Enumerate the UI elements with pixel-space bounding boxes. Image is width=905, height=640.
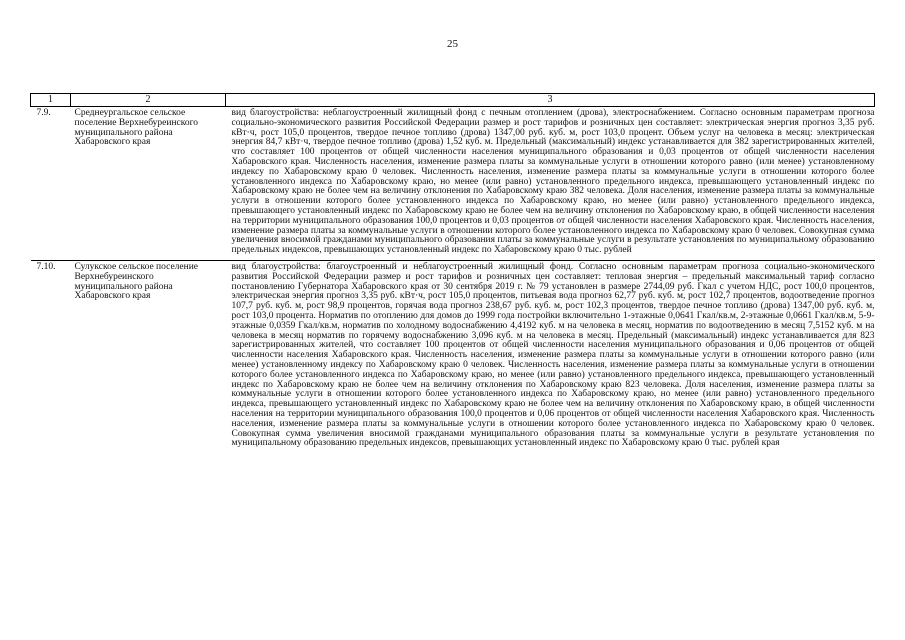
column-header-2: 2 (71, 94, 226, 107)
settlement-name: Сулукское сельское поселение Верхнебуреинского муниципального района Хабаровского края (71, 260, 226, 453)
row-number: 7.10. (31, 260, 71, 453)
row-description: вид благоустройства: неблагоустроенный жилищный фонд с печным отоплением (дрова), электроснабжением. Согласно основным параметрам прогноза социально-экономического развития Российской Федерации размер и рост тарифов и розничных цен составляет: электрическая энергия прогноз 3,35 руб. кВт·ч, рост 105,0 процентов, твердое печное топливо (дрова) 1347,00 руб. куб. м, рост 103,0 процент. Объем услуг на человека в месяц: электрическая энергия 84,7 кВт·ч, твердое печное топливо (дрова) 1,52 куб. м. Предельный (максимальный) индекс устанавливается для 382 зарегистрированных жителей, что составляет 100 процентов от общей численности населения муниципального образования и 0,03 процентов от общей численности населения Хабаровского края. Численность населения, изменение размера платы за коммунальные услуги в отношении которого равно (или менее) установленному индексу по Хабаровскому краю 0 человек. Численность населения, изменение размера платы за коммунальные услуги в отношении которого более установленного индекса по Хабаровскому краю, но менее (или равно) установленного предельного индекса, превышающего установленный индекс по Хабаровскому краю не более чем на величину отклонения по Хабаровскому краю 382 человека. Доля населения, изменение размера платы за коммунальные услуги в отношении которого более установленного индекса по Хабаровскому краю, но менее (или равно) установленного предельного индекса, превышающего установленный индекс по Хабаровскому краю не более чем на величину отклонения по Хабаровскому краю, в общей численности населения на территории муниципального образования 100,0 процентов и 0,03 процентов от общей численности населения Хабаровского края. Численность населения, изменение размера платы за коммунальные услуги в отношении которого более установленного индекса по Хабаровскому краю 0 человек. Совокупная сумма увеличения вносимой гражданами муниципального образования платы за коммунальные услуги в результате установления по муниципальному образованию предельных индексов, превышающих установленный индекс по Хабаровскому краю 0 тыс. рублей (226, 107, 875, 261)
settlement-name: Среднеургальское сельское поселение Верхнебуреинского муниципального района Хабаровского края (71, 107, 226, 261)
page-number: 25 (447, 38, 458, 50)
table-body (31, 107, 875, 454)
column-header-3: 3 (226, 94, 875, 107)
row-number: 7.9. (31, 107, 71, 261)
table-row (31, 260, 875, 453)
column-header-1: 1 (31, 94, 71, 107)
tariff-table (30, 93, 875, 453)
table-row (31, 107, 875, 261)
row-description: вид благоустройства: благоустроенный и неблагоустроенный жилищный фонд. Согласно основным параметрам прогноза социально-экономического развития Российской Федерации размер и рост тарифов и розничных цен составляет: тепловая энергия – предельный максимальный тариф согласно постановлению Губернатора Хабаровского края от 30 сентября 2019 г. № 79 установлен в размере 2744,09 руб. Гкал с учетом НДС, рост 100,0 процентов, электрическая энергия прогноз 3,35 руб. кВт·ч, рост 105,0 процентов, питьевая вода прогноз 62,77 руб. куб. м, рост 102,7 процентов, водоотведение прогноз 107,7 руб. куб. м, рост 98,9 процентов, горячая вода прогноз 238,67 руб. куб. м, рост 102,3 процентов, твердое печное топливо (дрова) 1347,00 руб. куб. м, рост 103,0 процента. Норматив по отоплению для домов до 1999 года постройки включительно 1-этажные 0,0641 Гкал/кв.м, 2-этажные 0,0661 Гкал/кв.м, 5-9-этажные 0,0359 Гкал/кв.м, норматив по холодному водоснабжению 4,4192 куб. м на человека в месяц, норматив по водоотведению в месяц 7,5152 куб. м на человека в месяц норматив по горячему водоснабжению 3,096 куб. м на человека в месяц. Предельный (максимальный) индекс устанавливается для 823 зарегистрированных жителей, что составляет 100 процентов от общей численности населения муниципального образования и 0,06 процентов от общей численности населения Хабаровского края. Численность населения, изменение размера платы за коммунальные услуги в отношении которого равно (или менее) установленному индексу по Хабаровскому краю 0 человек. Численность населения, изменение размера платы за коммунальные услуги в отношении которого более установленного индекса по Хабаровскому краю, но менее (или равно) установленного предельного индекса, превышающего установленный индекс по Хабаровскому краю не более чем на величину отклонения по Хабаровскому краю 823 человека. Доля населения, изменение размера платы за коммунальные услуги в отношении которого более установленного индекса по Хабаровскому краю, но менее (или равно) установленного предельного индекса, превышающего установленный индекс по Хабаровскому краю не более чем на величину отклонения по Хабаровскому краю, в общей численности населения на территории муниципального образования 100,0 процентов и 0,06 процентов от общей численности населения Хабаровского края. Численность населения, изменение размера платы за коммунальные услуги в отношении которого более установленного индекса по Хабаровскому краю 0 человек. Совокупная сумма увеличения вносимой гражданами муниципального образования платы за коммунальные услуги в результате установления по муниципальному образованию предельных индексов, превышающих установленный индекс по Хабаровскому краю 0 тыс. рублей края (226, 260, 875, 453)
table-header (31, 94, 875, 107)
header-row (31, 94, 875, 107)
